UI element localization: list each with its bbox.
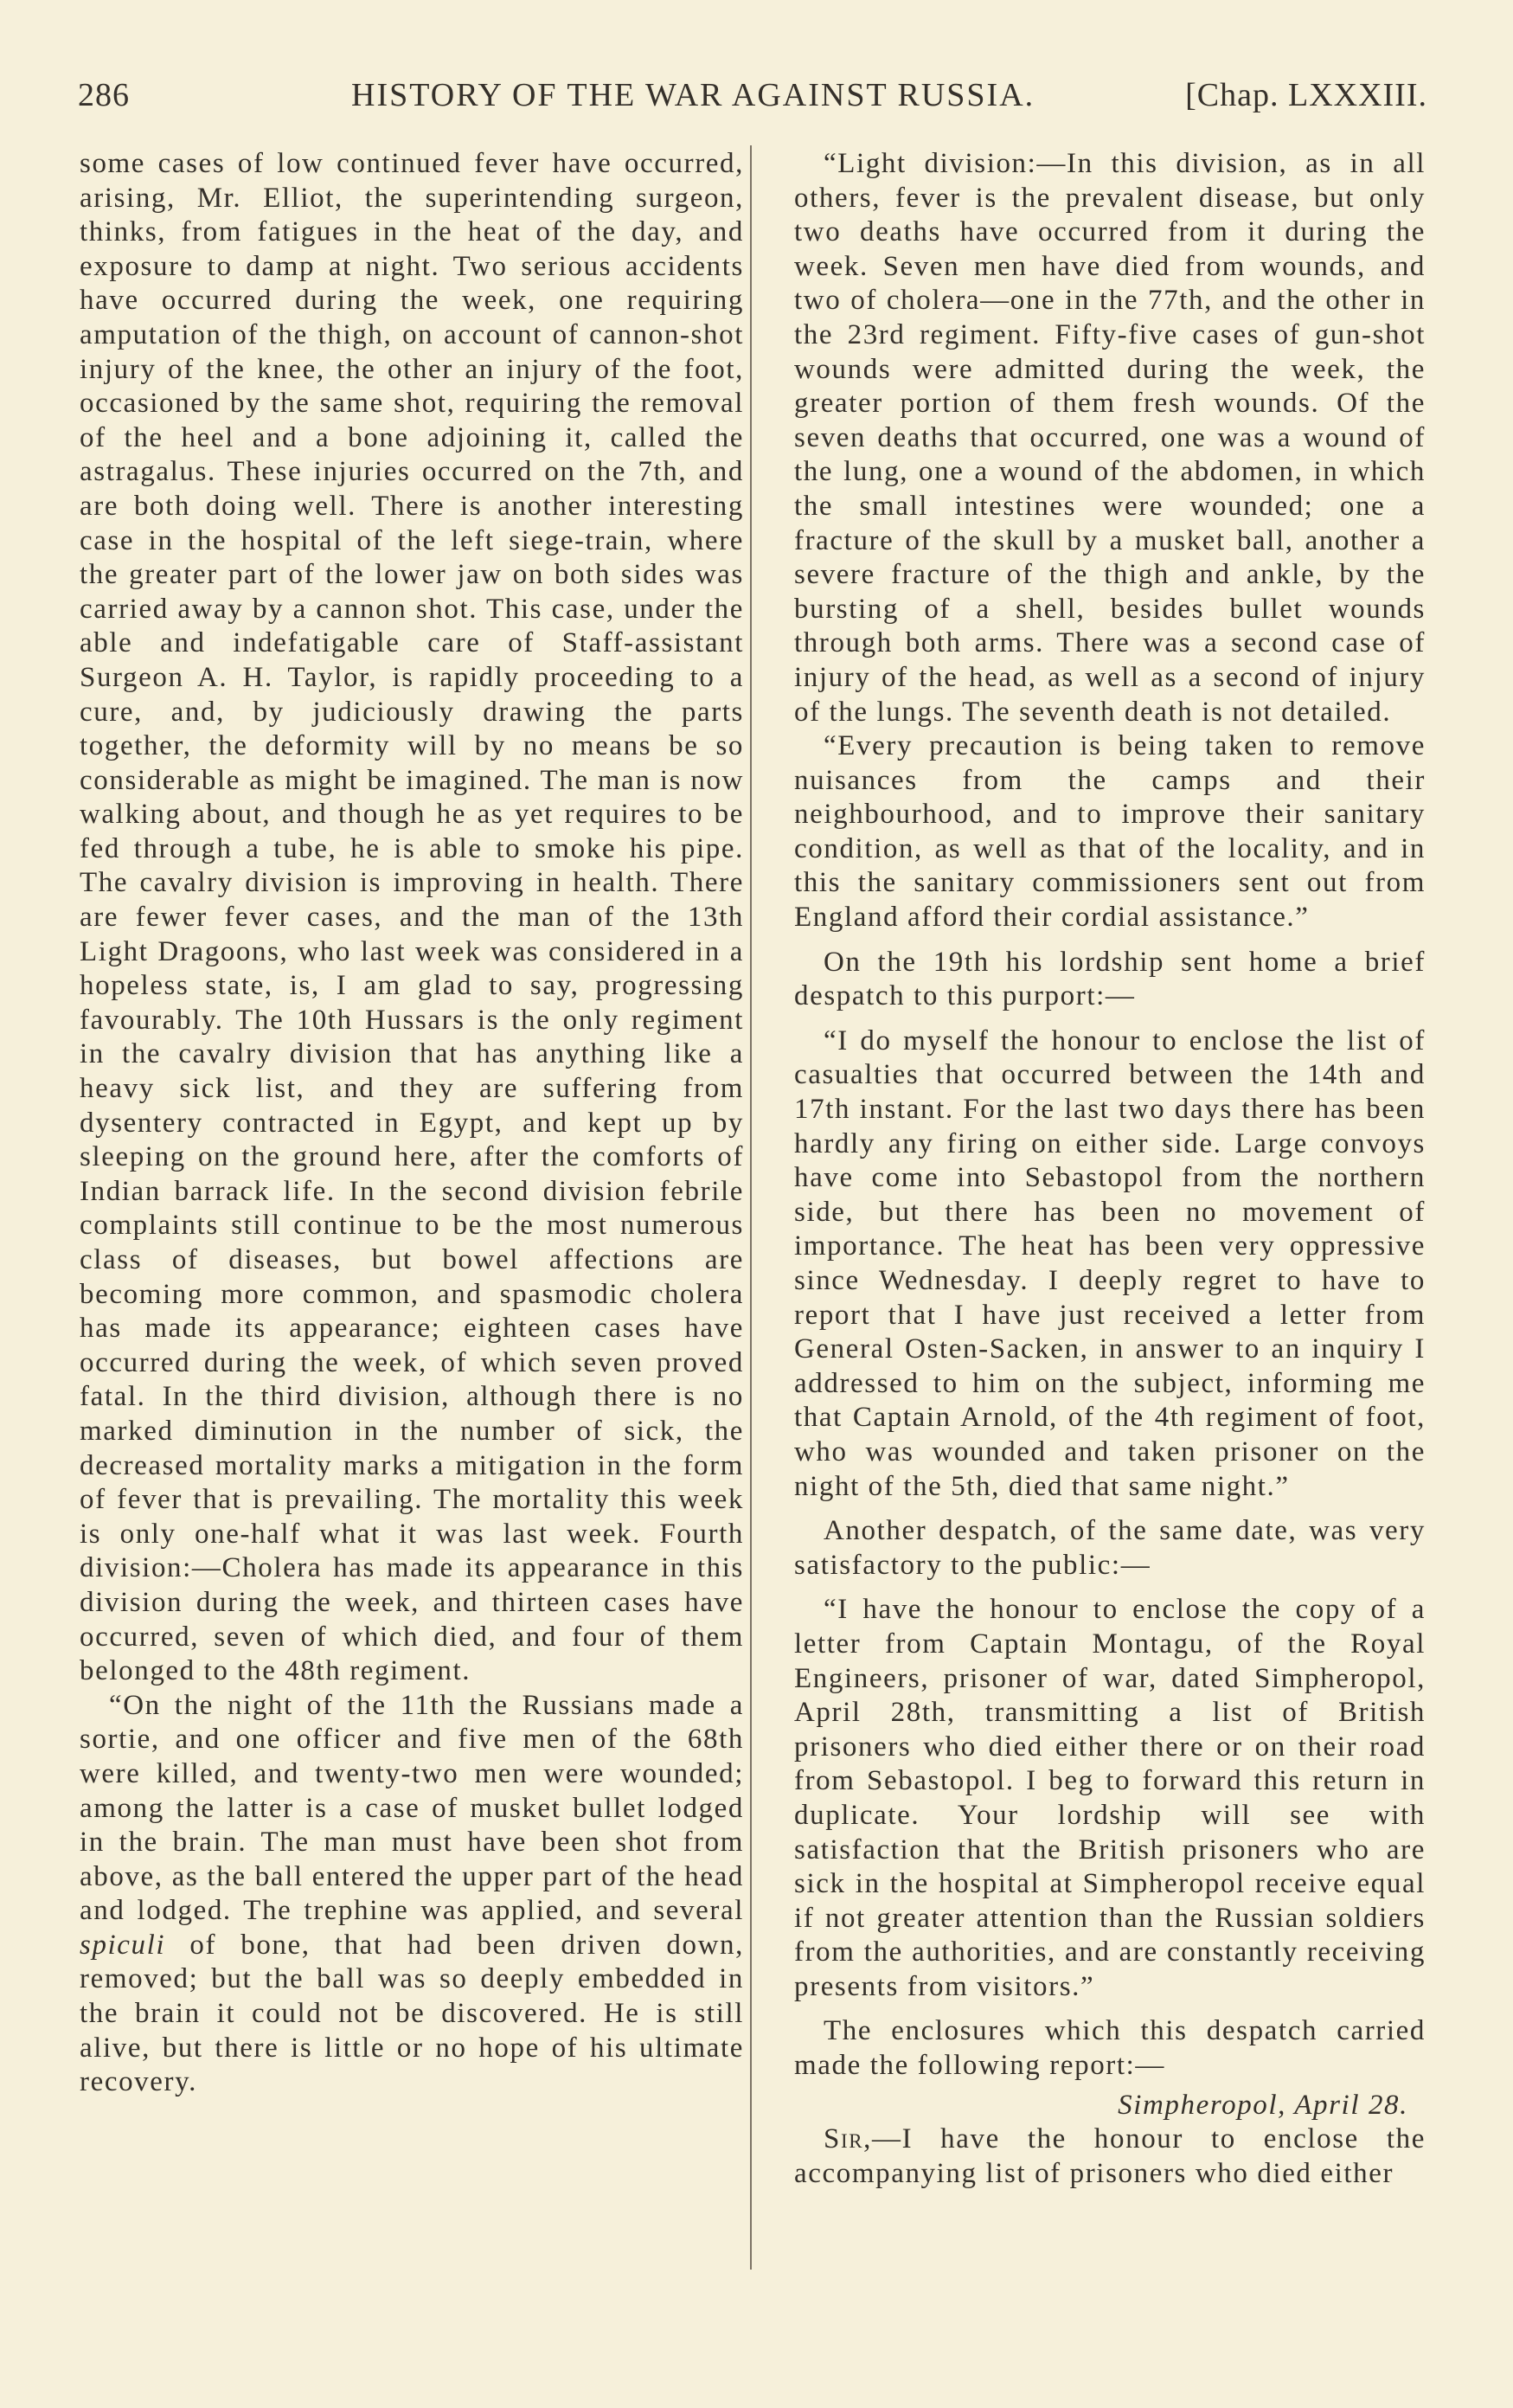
text-span: “On the night of the 11th the Russians made a sortie, and one officer and five men of the 68th were killed, and twenty-two men were wounded; among the latter is a case of musket bullet lodged in the brain. The man must have been shot from above, as the ball entered the upper part of the head and lodged. The trephine was applied, and several [80, 1689, 744, 1927]
paragraph: “I do myself the honour to enclose the list of casualties that occurred between the 14th and 17th instant. For the last two days there has been hardly any firing on either side. Large convoys have come into Sebastopol from the northern side, but there has been no movement of importance. The heat has been very oppressive since Wednesday. I deeply regret to have to report that I have just received a letter from General Osten-Sacken, in answer to an inquiry I addressed to him on the subject, informing me that Captain Arnold, of the 4th regiment of foot, who was wounded and taken prisoner on the night of the 5th, died that same night.” [794, 1024, 1426, 1502]
salutation: Sir, [824, 2123, 873, 2155]
dateline: Simpheropol, April 28. [1118, 2089, 1408, 2121]
left-column [80, 147, 744, 2100]
italic-word: spiculi [80, 1929, 166, 1961]
paragraph: The enclosures which this despatch carried made the following report:— [794, 2015, 1426, 2082]
page-number: 286 [78, 77, 130, 113]
paragraph: Another despatch, of the same date, was very satisfactory to the public:— [794, 1515, 1426, 1581]
column-divider [750, 145, 752, 2270]
right-column [794, 147, 1426, 2191]
paragraph: “Every precaution is being taken to remove nuisances from the camps and their neighbourhood, and to improve their sanitary condition, as well as that of the locality, and in this the sanitary commissioners sent out from England afford their cordial assistance.” [794, 730, 1426, 934]
text-span: of bone, that had been driven down, removed; but the ball was so deeply embedded in the brain it could not be discovered. He is still alive, but there is little or no hope of his ultimate recovery. [80, 1929, 744, 2098]
running-title: HISTORY OF THE WAR AGAINST RUSSIA. [351, 77, 1035, 113]
paragraph [794, 2122, 1426, 2191]
paragraph: “I have the honour to enclose the copy of a letter from Captain Montagu, of the Royal Engineers, prisoner of war, dated Simpheropol, April 28th, transmitting a list of British prisoners who died either there or on their road from Sebastopol. I beg to forward this return in duplicate. Your lordship will see with satisfaction that the British prisoners who are sick in the hospital at Simpheropol receive equal if not greater attention than the Russian soldiers from the authorities, and are constantly receiving presents from visitors.” [794, 1594, 1426, 2002]
paragraph [80, 1689, 744, 2100]
text-span: —I have the honour to enclose the accompanying list of prisoners who died either [794, 2123, 1426, 2189]
paragraph: some cases of low continued fever have occurred, arising, Mr. Elliot, the superintending surgeon, thinks, from fatigues in the heat of the day, and exposure to damp at night. Two serious accidents have occurred during the week, one requiring amputation of the thigh, on account of cannon-shot injury of the knee, the other an injury of the foot, occasioned by the same shot, requiring the removal of the heel and a bone adjoining it, called the astragalus. These injuries occurred on the 7th, and are both doing well. There is another interesting case in the hospital of the left siege-train, where the greater part of the lower jaw on both sides was carried away by a cannon shot. This case, under the able and indefatigable care of Staff-assistant Surgeon A. H. Taylor, is rapidly proceeding to a cure, and, by judiciously drawing the parts together, the deformity will by no means be so considerable as might be imagined. The man is now walking about, and though he as yet requires to be fed through a tube, he is able to smoke his pipe. The cavalry division is improving in health. There are fewer fever cases, and the man of the 13th Light Dragoons, who last week was considered in a hopeless state, is, I am glad to say, progressing favourably. The 10th Hussars is the only regiment in the cavalry division that has anything like a heavy sick list, and they are suffering from dysentery contracted in Egypt, and kept up by sleeping on the ground here, after the comforts of Indian barrack life. In the second division febrile complaints still continue to be the most numerous class of diseases, but bowel affections are becoming more common, and spasmodic cholera has made its appearance; eighteen cases have occurred during the week, of which seven proved fatal. In the third division, although there is no marked diminution in the number of sick, the decreased mortality marks a mitigation in the form of fever that is prevailing. The mortality this week is only one-half what it was last week. Fourth division:—Cholera has made its appearance in this division during the week, and thirteen cases have occurred, seven of which died, and four of them belonged to the 48th regiment. [80, 148, 744, 1687]
running-header [78, 76, 1427, 119]
paragraph: On the 19th his lordship sent home a brief despatch to this purport:— [794, 946, 1426, 1012]
paragraph: “Light division:—In this division, as in all others, fever is the prevalent disease, but only two deaths have occurred from it during the week. Seven men have died from wounds, and two of cholera—one in the 77th, and the other in the 23rd regiment. Fifty-five cases of gun-shot wounds were admitted during the week, the greater portion of them fresh wounds. Of the seven deaths that occurred, one was a wound of the lung, one a wound of the abdomen, in which the small intestines were wounded; one a fracture of the skull by a musket ball, another a severe fracture of the thigh and ankle, by the bursting of a shell, besides bullet wounds through both arms. There was a second case of injury of the head, as well as a second of injury of the lungs. The seventh death is not detailed. [794, 148, 1426, 728]
chapter-label: [Chap. LXXXIII. [1185, 77, 1427, 113]
